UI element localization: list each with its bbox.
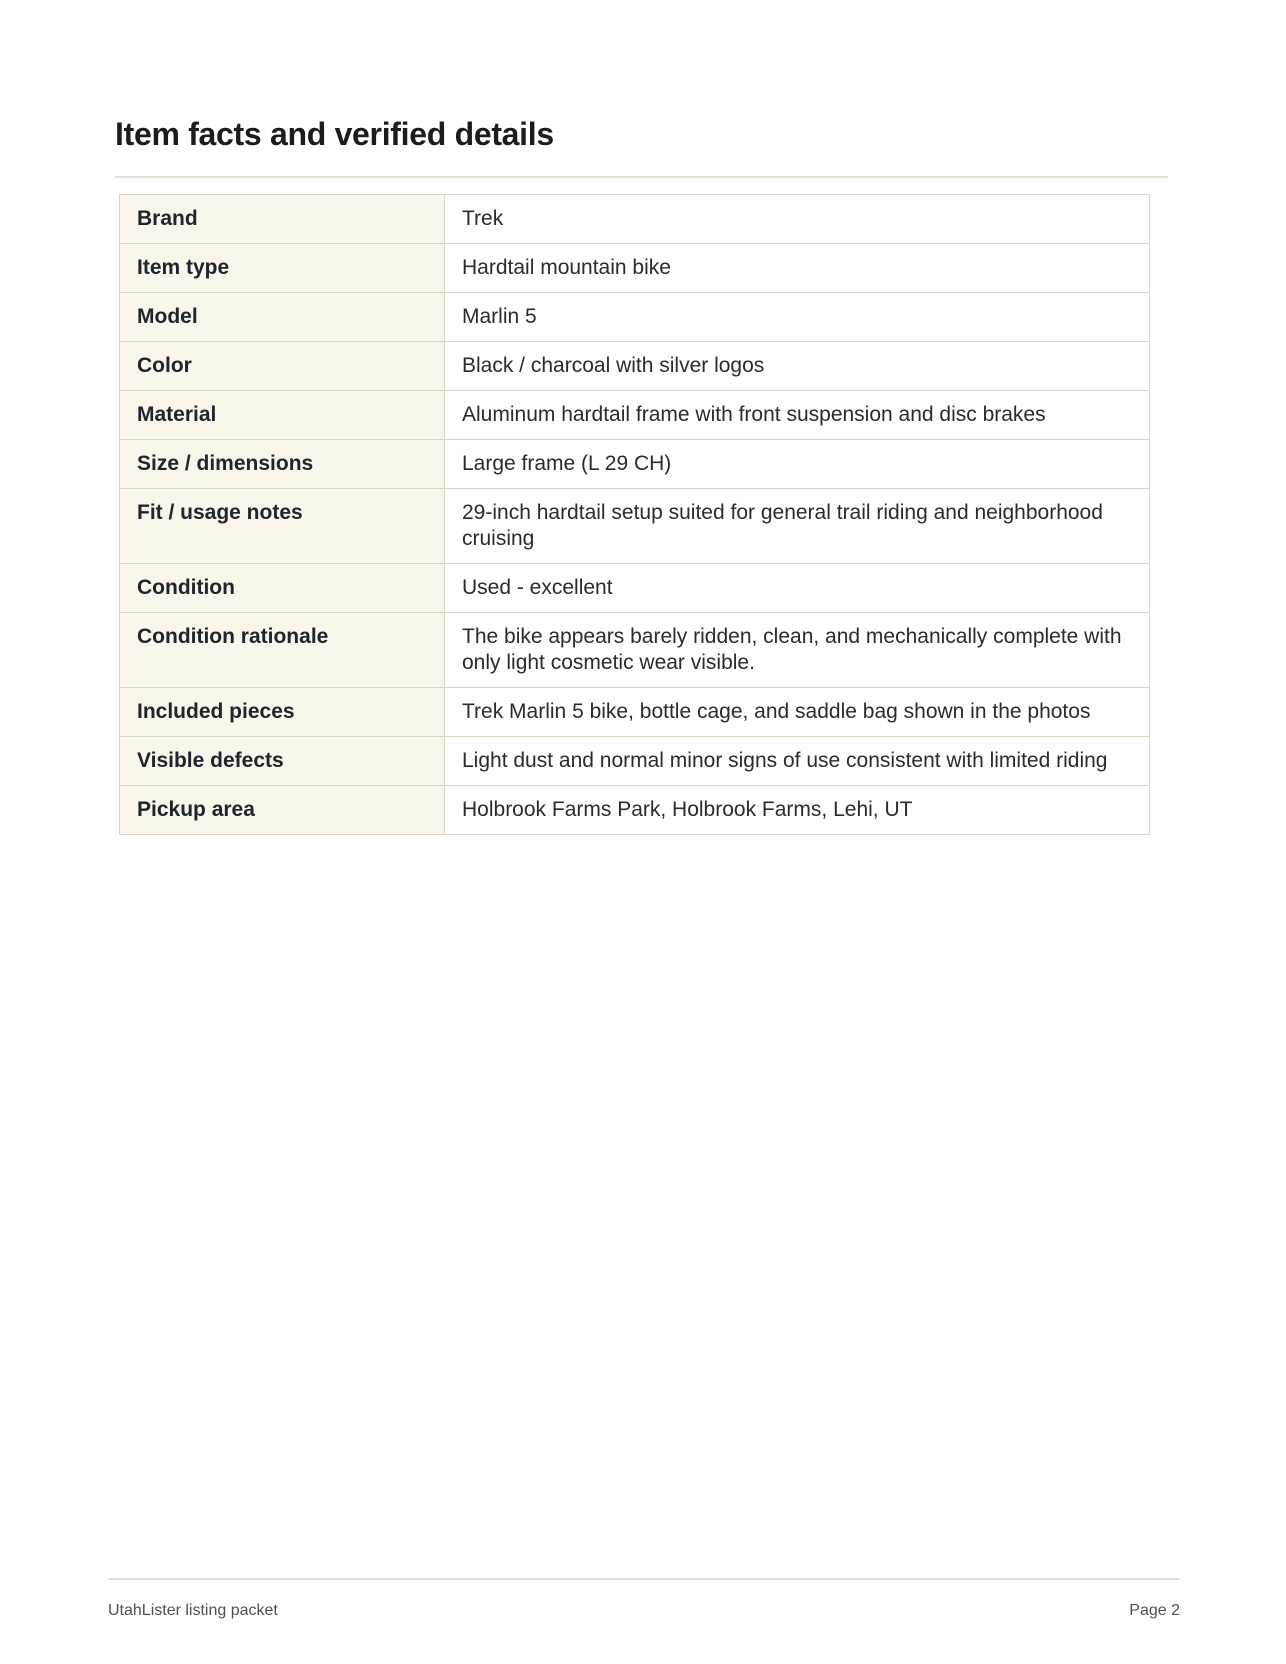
row-label: Visible defects (120, 737, 445, 786)
row-label: Color (120, 342, 445, 391)
table-row (120, 391, 1150, 440)
row-label: Item type (120, 244, 445, 293)
table-row (120, 244, 1150, 293)
page-content (115, 0, 1168, 835)
row-value: Hardtail mountain bike (445, 244, 1150, 293)
row-value: Black / charcoal with silver logos (445, 342, 1150, 391)
table-row (120, 195, 1150, 244)
row-label: Brand (120, 195, 445, 244)
row-value: The bike appears barely ridden, clean, and mechanically complete with only light cosmetic wear visible. (445, 613, 1150, 688)
title-divider (115, 176, 1168, 178)
row-label: Model (120, 293, 445, 342)
table-row (120, 688, 1150, 737)
footer-document-name: UtahLister listing packet (108, 1602, 278, 1619)
row-value: Used - excellent (445, 564, 1150, 613)
row-label: Condition rationale (120, 613, 445, 688)
item-facts-table (119, 194, 1150, 835)
row-value: Trek (445, 195, 1150, 244)
page-footer (108, 1578, 1180, 1620)
row-label: Included pieces (120, 688, 445, 737)
table-row (120, 564, 1150, 613)
row-value: 29-inch hardtail setup suited for general trail riding and neighborhood cruising (445, 489, 1150, 564)
table-row (120, 613, 1150, 688)
row-value: Aluminum hardtail frame with front suspension and disc brakes (445, 391, 1150, 440)
footer-page-number: Page 2 (1129, 1602, 1180, 1619)
table-row (120, 342, 1150, 391)
row-label: Pickup area (120, 786, 445, 835)
page-title: Item facts and verified details (115, 116, 554, 152)
row-label: Fit / usage notes (120, 489, 445, 564)
table-row (120, 293, 1150, 342)
table-row (120, 440, 1150, 489)
footer-divider (108, 1578, 1180, 1580)
row-label: Size / dimensions (120, 440, 445, 489)
row-label: Condition (120, 564, 445, 613)
row-value: Light dust and normal minor signs of use consistent with limited riding (445, 737, 1150, 786)
table-row (120, 786, 1150, 835)
row-label: Material (120, 391, 445, 440)
row-value: Trek Marlin 5 bike, bottle cage, and saddle bag shown in the photos (445, 688, 1150, 737)
row-value: Holbrook Farms Park, Holbrook Farms, Lehi, UT (445, 786, 1150, 835)
row-value: Large frame (L 29 CH) (445, 440, 1150, 489)
table-row (120, 737, 1150, 786)
table-row (120, 489, 1150, 564)
row-value: Marlin 5 (445, 293, 1150, 342)
